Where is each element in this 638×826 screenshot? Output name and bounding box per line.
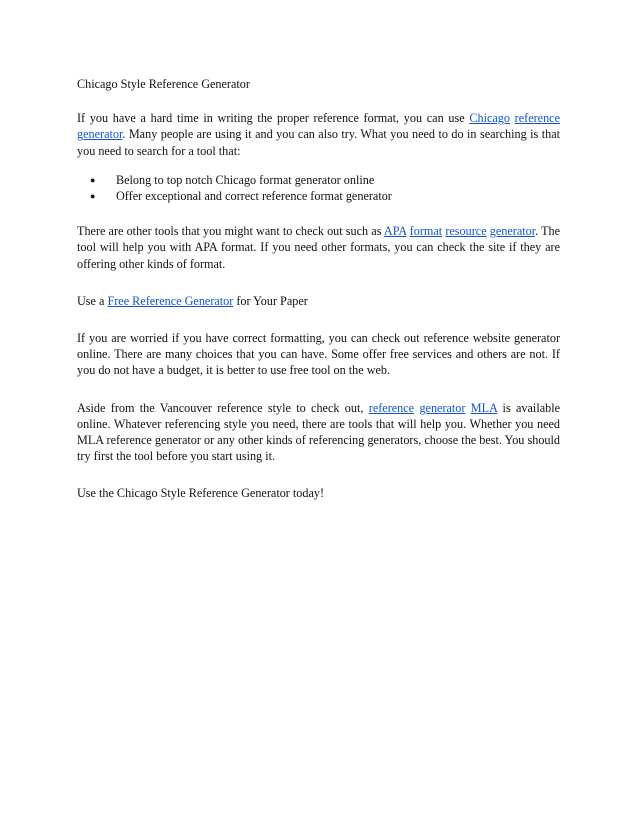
paragraph-text: . Many people are using it and you can also try. What you need to do in searching is that you need to search for a tool that: bbox=[77, 127, 560, 158]
document-title: Chicago Style Reference Generator bbox=[77, 77, 250, 91]
paragraph-chicago-intro bbox=[77, 110, 560, 159]
format-link[interactable]: format bbox=[409, 224, 443, 239]
paragraph-text: If you have a hard time in writing the proper reference format, you can use bbox=[77, 111, 470, 126]
paragraph-text: is available online. Whatever referencing style you need, there are tools that will help you. Whether you need MLA reference generator or any other kinds of referencing generators, choose the best. You should try first the tool before you start using it. bbox=[77, 400, 560, 464]
mla-link[interactable]: MLA bbox=[470, 400, 498, 415]
paragraph-vancouver-mla bbox=[77, 400, 560, 465]
generator-link[interactable]: generator bbox=[77, 127, 123, 142]
paragraph-apa-tools bbox=[77, 223, 560, 272]
closing-line: Use the Chicago Style Reference Generator today! bbox=[77, 486, 325, 501]
free-reference-generator-link[interactable]: Free Reference Generator bbox=[107, 293, 234, 308]
paragraph-text: Aside from the Vancouver reference style to check out, bbox=[77, 400, 369, 415]
list-item bbox=[77, 188, 560, 204]
bullet-icon: ● bbox=[90, 191, 96, 202]
heading-text: for Your Paper bbox=[233, 293, 308, 308]
chicago-link[interactable]: Chicago bbox=[469, 111, 510, 126]
resource-link[interactable]: resource bbox=[445, 224, 487, 239]
generator-link[interactable]: generator bbox=[419, 400, 466, 415]
list-item-text: Offer exceptional and correct reference format generator bbox=[116, 189, 392, 204]
generator-link[interactable]: generator bbox=[489, 224, 536, 239]
list-item-text: Belong to top notch Chicago format generator online bbox=[116, 172, 375, 187]
reference-link[interactable]: reference bbox=[514, 111, 560, 126]
paragraph-text: There are other tools that you might want to check out such as bbox=[77, 224, 384, 239]
apa-link[interactable]: APA bbox=[383, 224, 407, 239]
list-item bbox=[77, 172, 560, 188]
reference-link[interactable]: reference bbox=[368, 400, 415, 415]
paragraph-formatting: If you are worried if you have correct formatting, you can check out reference website generator online. There are many choices that you can have. Some offer free services and others are not. If you do not have a budget, it is better to use free tool on the web. bbox=[77, 331, 560, 378]
bullet-list bbox=[77, 172, 560, 204]
bullet-icon: ● bbox=[90, 174, 96, 185]
paragraph-text: . The tool will help you with APA format. If you need other formats, you can check the site if they are offering other kinds of format. bbox=[77, 224, 561, 271]
section-heading bbox=[77, 293, 560, 309]
heading-text: Use a bbox=[77, 293, 108, 308]
